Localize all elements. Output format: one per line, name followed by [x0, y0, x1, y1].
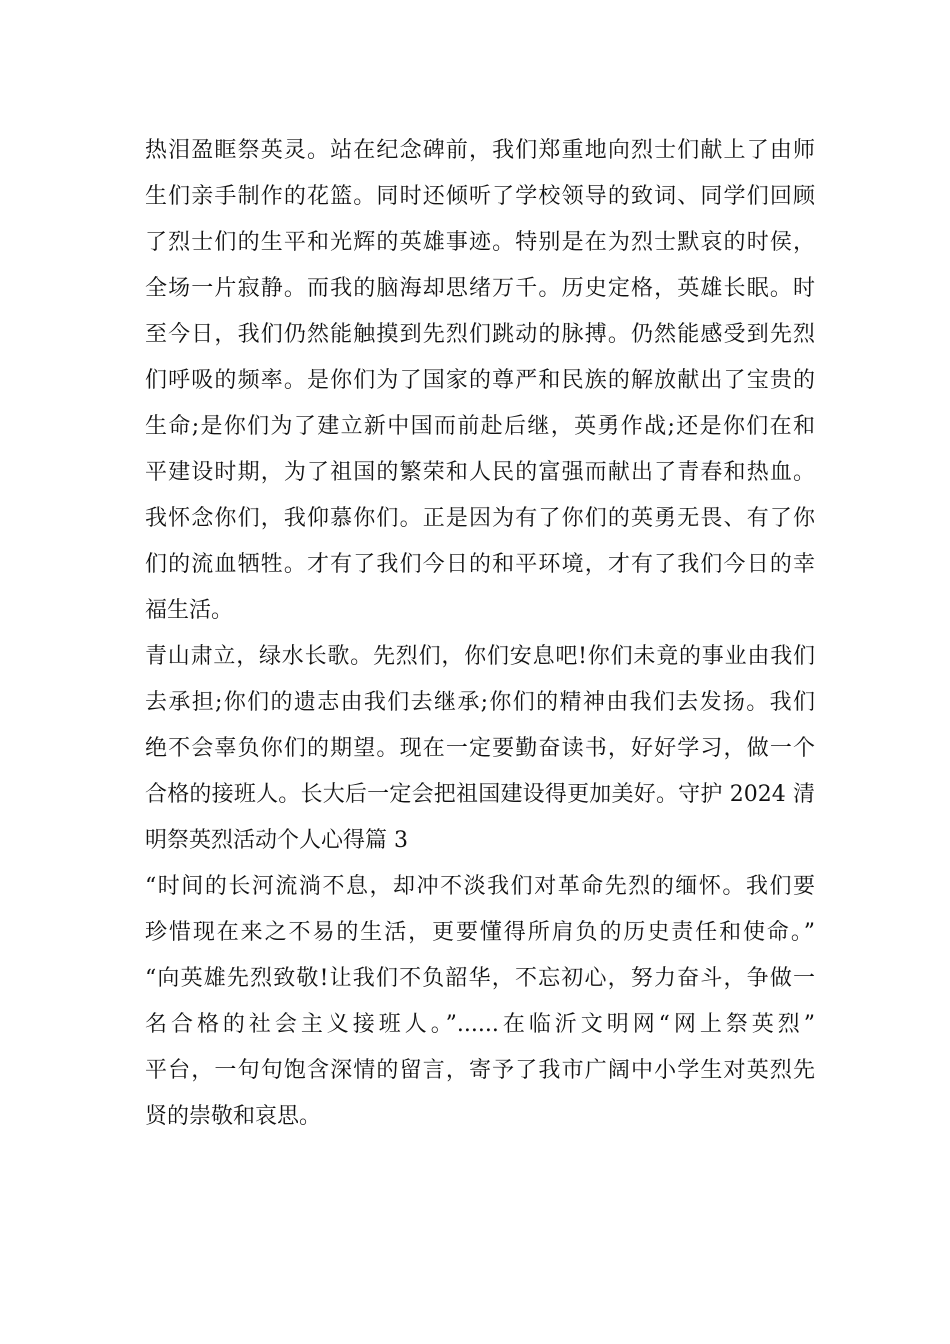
text-line: 珍惜现在来之不易的生活，更要懂得所肩负的历史责任和使命。”: [145, 920, 815, 945]
text-line: 们呼吸的频率。是你们为了国家的尊严和民族的解放献出了宝贵的: [145, 368, 815, 393]
text-line: 生们亲手制作的花篮。同时还倾听了学校领导的致词、同学们回顾: [145, 184, 815, 209]
text-line: 至今日，我们仍然能触摸到先烈们跳动的脉搏。仍然能感受到先烈: [145, 322, 815, 347]
text-line: 绝不会辜负你们的期望。现在一定要勤奋读书，好好学习，做一个: [145, 736, 815, 761]
section-heading: 明祭英烈活动个人心得篇 3: [145, 828, 408, 853]
text-line: 福生活。: [145, 598, 234, 623]
text-line: 我怀念你们，我仰慕你们。正是因为有了你们的英勇无畏、有了你: [145, 506, 815, 531]
text-line: “时间的长河流淌不息，却冲不淡我们对革命先烈的缅怀。我们要: [145, 874, 815, 899]
text-line: 全场一片寂静。而我的脑海却思绪万千。历史定格，英雄长眠。时: [145, 276, 815, 301]
text-line: 生命;是你们为了建立新中国而前赴后继，英勇作战;还是你们在和: [145, 414, 815, 439]
text-line: 热泪盈眶祭英灵。站在纪念碑前，我们郑重地向烈士们献上了由师: [145, 138, 815, 163]
text-line: 去承担;你们的遗志由我们去继承;你们的精神由我们去发扬。我们: [145, 690, 815, 715]
text-line: 平台，一句句饱含深情的留言，寄予了我市广阔中小学生对英烈先: [145, 1058, 815, 1083]
text-line: 名合格的社会主义接班人。”......在临沂文明网“网上祭英烈”: [145, 1012, 815, 1037]
text-line: 了烈士们的生平和光辉的英雄事迹。特别是在为烈士默哀的时侯，: [145, 230, 815, 255]
text-line: 合格的接班人。长大后一定会把祖国建设得更加美好。守护 2024 清: [145, 782, 815, 807]
text-line: 们的流血牺牲。才有了我们今日的和平环境，才有了我们今日的幸: [145, 552, 815, 577]
body-text: [145, 128, 815, 1140]
text-line: 青山肃立，绿水长歌。先烈们，你们安息吧!你们未竟的事业由我们: [145, 644, 815, 669]
text-line: “向英雄先烈致敬!让我们不负韶华，不忘初心，努力奋斗，争做一: [145, 966, 815, 991]
text-line: 贤的崇敬和哀思。: [145, 1104, 322, 1129]
text-line: 平建设时期，为了祖国的繁荣和人民的富强而献出了青春和热血。: [145, 460, 815, 485]
